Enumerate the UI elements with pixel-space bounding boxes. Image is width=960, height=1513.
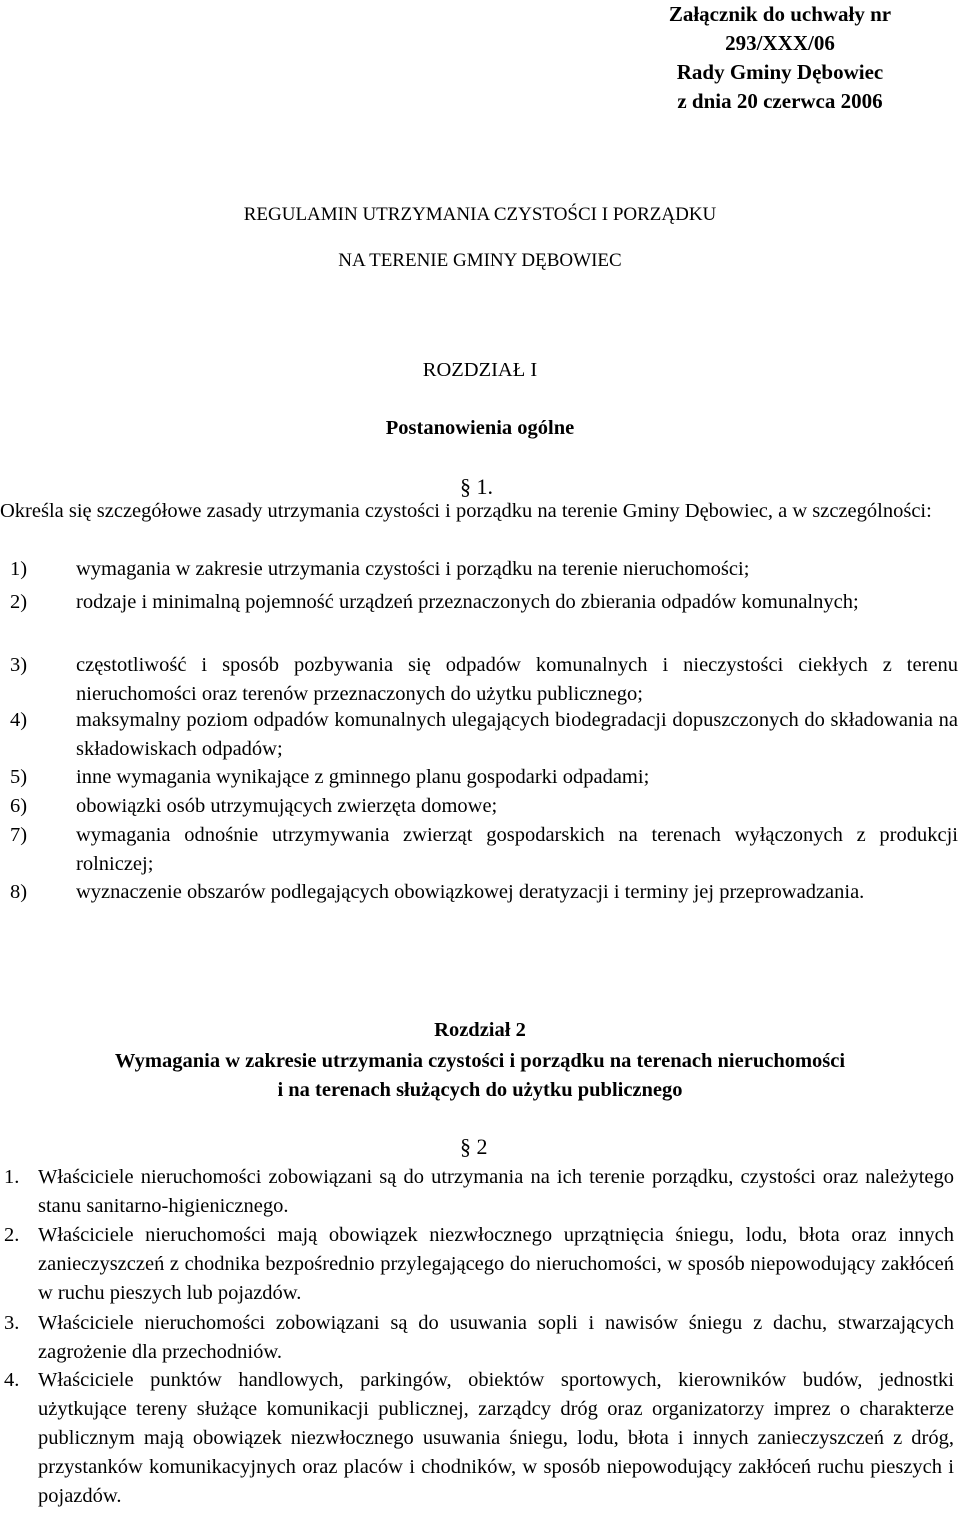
section-2-label: § 2 <box>460 1134 488 1159</box>
list-item-number: 8) <box>10 881 28 903</box>
annex-header <box>600 0 960 116</box>
list-item-text: wymagania w zakresie utrzymania czystości i porządku na terenie nieruchomości; <box>76 558 750 580</box>
section-2-item-text: Właściciele nieruchomości zobowiązani są do usuwania sopli i nawisów śniegu z dachu, stwarzających zagrożenie dla przechodniów. <box>38 1312 954 1363</box>
list-item-text: obowiązki osób utrzymujących zwierzęta domowe; <box>76 795 498 817</box>
list-item-number: 1) <box>10 558 28 580</box>
annex-line: z dnia 20 czerwca 2006 <box>677 89 883 113</box>
list-item-number: 6) <box>10 795 28 817</box>
section-2-item-text: Właściciele nieruchomości zobowiązani są do utrzymania na ich terenie porządku, czystości oraz należytego stanu sanitarno-higienicznego. <box>38 1166 954 1217</box>
annex-line: 293/XXX/06 <box>725 31 835 55</box>
list-item-text: rodzaje i minimalną pojemność urządzeń przeznaczonych do zbierania odpadów komunalnych; <box>76 591 859 613</box>
list-item-text: maksymalny poziom odpadów komunalnych ulegających biodegradacji dopuszczonych do składowania na składowiskach odpadów; <box>76 709 958 760</box>
section-2-item-text: Właściciele punktów handlowych, parkingów, obiektów sportowych, kierowników budów, jednostki użytkujące tereny służące komunikacji publicznej, zarządcy dróg oraz organizatorzy imprez o charakterze publicznym mają obowiązek niezwłocznego usuwania śniegu, lodu, błota i innych zanieczyszczeń z dróg, przystanków komunikacyjnych oraz placów i chodników, w sposób niepowodujący zakłóceń ruchu pieszych i pojazdów. <box>38 1369 954 1507</box>
section-1-label: § 1. <box>460 474 493 499</box>
list-item-number: 2) <box>10 591 28 613</box>
list-item-number: 5) <box>10 766 28 788</box>
list-item-number: 4) <box>10 709 28 731</box>
list-item-text: inne wymagania wynikające z gminnego planu gospodarki odpadami; <box>76 766 650 788</box>
list-item-text: częstotliwość i sposób pozbywania się odpadów komunalnych i nieczystości ciekłych z terenu nieruchomości oraz terenów przeznaczonych do użytku publicznego; <box>76 654 958 705</box>
list-item-text: wyznaczenie obszarów podlegających obowiązkowej deratyzacji i terminy jej przeprowadzania. <box>76 881 865 903</box>
section-2-item-number: 4. <box>4 1369 20 1391</box>
list-item-text: wymagania odnośnie utrzymywania zwierząt gospodarskich na terenach wyłączonych z produkcji rolniczej; <box>76 824 958 875</box>
chapter-1-heading: ROZDZIAŁ I <box>422 359 538 381</box>
chapter-2-subheading-line-1: Wymagania w zakresie utrzymania czystości i porządku na terenach nieruchomości <box>114 1050 846 1072</box>
chapter-2-heading: Rozdział 2 <box>434 1019 526 1041</box>
list-item-number: 7) <box>10 824 28 846</box>
annex-line: Rady Gminy Dębowiec <box>676 60 884 84</box>
document-title-line-2: NA TERENIE GMINY DĘBOWIEC <box>338 250 622 271</box>
list-item-number: 3) <box>10 654 28 676</box>
annex-line: Załącznik do uchwały nr <box>668 2 892 26</box>
section-2-item-number: 3. <box>4 1312 20 1334</box>
chapter-1-subheading: Postanowienia ogólne <box>385 417 575 439</box>
document-title-line-1: REGULAMIN UTRZYMANIA CZYSTOŚCI I PORZĄDKU <box>243 204 717 225</box>
section-2-item-text: Właściciele nieruchomości mają obowiązek niezwłocznego uprzątnięcia śniegu, lodu, błota oraz innych zanieczyszczeń z chodnika bezpośrednio przylegającego do nieruchomości, w sposób niepowodujący zakłóceń w ruchu pieszych lub pojazdów. <box>38 1224 954 1304</box>
chapter-2-subheading-line-2: i na terenach służących do użytku publicznego <box>277 1079 683 1101</box>
section-2-item-number: 2. <box>4 1224 20 1246</box>
section-1-intro: Określa się szczegółowe zasady utrzymania czystości i porządku na terenie Gminy Dębowiec, a w szczególności: <box>0 500 932 522</box>
section-2-item-number: 1. <box>4 1166 20 1188</box>
